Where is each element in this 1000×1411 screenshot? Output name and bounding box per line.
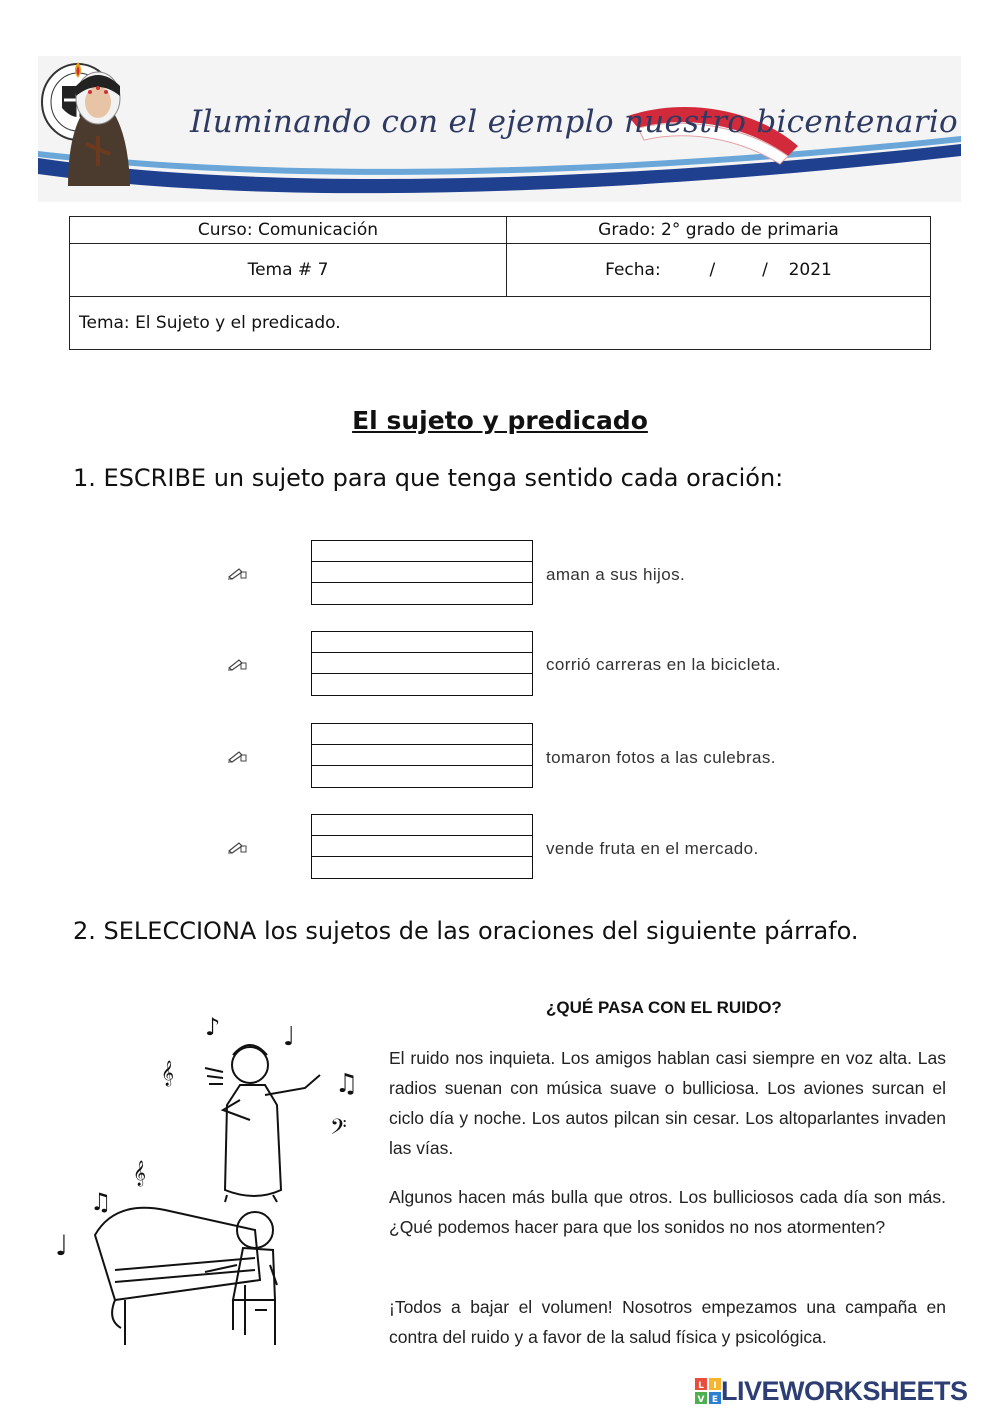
pencil-icon (227, 657, 247, 671)
predicate-text: corrió carreras en la bicicleta. (546, 655, 781, 674)
pencil-icon (227, 840, 247, 854)
subject-answer-box[interactable] (311, 540, 533, 605)
banner-title: Iluminando con el ejemplo nuestro bicentenario (190, 104, 959, 140)
topic-number-cell: Tema # 7 (70, 244, 507, 297)
logo-letter: E (711, 1395, 719, 1404)
subject-answer-box[interactable] (311, 631, 533, 696)
subject-answer-box[interactable] (311, 814, 533, 879)
reading-title: ¿QUÉ PASA CON EL RUIDO? (546, 998, 782, 1017)
predicate-text: vende fruta en el mercado. (546, 839, 759, 858)
date-year: 2021 (788, 260, 832, 280)
predicate-text: aman a sus hijos. (546, 565, 686, 584)
predicate-text: tomaron fotos a las culebras. (546, 748, 776, 767)
pencil-icon (227, 749, 247, 763)
page-title: El sujeto y predicado (352, 406, 648, 435)
header-banner (38, 56, 961, 202)
course-cell: Curso: Comunicación (70, 217, 507, 244)
question-1: 1. ESCRIBE un sujeto para que tenga sentido cada oración: (73, 464, 784, 492)
svg-text:♩: ♩ (283, 1022, 296, 1052)
date-separator: / (762, 260, 768, 280)
info-table (69, 216, 931, 350)
subject-answer-box[interactable] (311, 723, 533, 788)
pencil-icon (227, 566, 247, 580)
logo-letter: L (698, 1381, 704, 1391)
svg-text:𝄢: 𝄢 (330, 1115, 347, 1145)
logo-letter: V (697, 1395, 705, 1404)
reading-paragraph[interactable]: ¡Todos a bajar el volumen! Nosotros empezamos una campaña en contra del ruido y a favor de la salud física y psicológica. (389, 1297, 946, 1347)
brand-text: LIVEWORKSHEETS (721, 1375, 968, 1406)
singer-and-pianist-illustration (55, 1010, 365, 1360)
reading-paragraph[interactable]: Algunos hacen más bulla que otros. Los bulliciosos cada día son más. ¿Qué podemos hacer para que los sonidos no nos atormenten? (389, 1187, 946, 1237)
svg-text:𝄞: 𝄞 (161, 1061, 175, 1086)
date-label: Fecha: (605, 260, 661, 280)
date-cell[interactable] (507, 244, 931, 297)
saint-rosa-image (38, 56, 158, 186)
svg-text:♩: ♩ (55, 1229, 69, 1262)
reading-paragraph[interactable]: El ruido nos inquieta. Los amigos hablan casi siempre en voz alta. Las radios suenan con música suave o bulliciosa. Los aviones surcan el ciclo día y noche. Los autos pilcan sin cesar. Los altoparlantes invaden las vías. (389, 1048, 946, 1158)
liveworksheets-icon (695, 1378, 721, 1404)
topic-cell: Tema: El Sujeto y el predicado. (70, 297, 931, 350)
svg-text:𝄞: 𝄞 (133, 1161, 147, 1186)
liveworksheets-logo (695, 1376, 968, 1406)
svg-text:♫: ♫ (335, 1069, 359, 1099)
svg-text:♫: ♫ (90, 1188, 112, 1216)
grade-cell: Grado: 2° grado de primaria (507, 217, 931, 244)
svg-text:♪: ♪ (205, 1013, 221, 1041)
question-2: 2. SELECCIONA los sujetos de las oraciones del siguiente párrafo. (73, 917, 859, 945)
date-separator: / (709, 260, 716, 280)
logo-letter: I (713, 1381, 717, 1391)
